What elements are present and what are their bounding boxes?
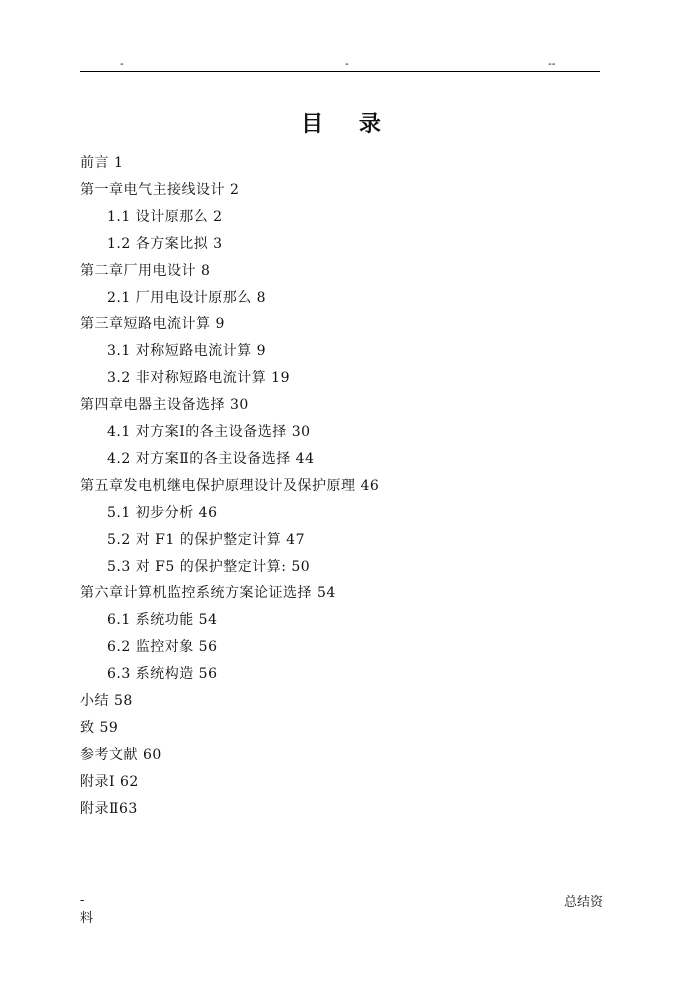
toc-entry-chapter: 附录Ⅱ63	[80, 800, 138, 817]
toc-entry-section: 5.3 对 F5 的保护整定计算: 50	[107, 558, 311, 575]
toc-entry-chapter: 致 59	[80, 719, 119, 736]
toc-entry-chapter: 第二章厂用电设计 8	[80, 262, 211, 279]
toc-entry-section: 6.3 系统构造 56	[107, 666, 218, 683]
footer-right-text: 总结资	[564, 895, 604, 910]
toc-entry-chapter: 前言 1	[80, 155, 124, 171]
toc-title: 目 录	[301, 111, 395, 137]
toc-entry-chapter: 小结 58	[80, 693, 133, 709]
toc-entry-section: 4.2 对方案Ⅱ的各主设备选择 44	[107, 450, 315, 467]
toc-entry-section: 3.1 对称短路电流计算 9	[107, 343, 267, 360]
header-rule	[80, 71, 600, 72]
toc-entry-section: 3.2 非对称短路电流计算 19	[107, 370, 290, 387]
footer-left-text: 料	[80, 911, 94, 926]
header-mark-right: --	[548, 57, 556, 70]
toc-entry-section: 6.2 监控对象 56	[107, 639, 218, 656]
toc-entry-section: 1.2 各方案比拟 3	[107, 235, 223, 252]
toc-entry-section: 5.2 对 F1 的保护整定计算 47	[107, 531, 306, 548]
toc-entry-chapter: 参考文献 60	[80, 746, 162, 763]
footer-left-mark: -	[80, 893, 85, 908]
toc-entry-chapter: 第五章发电机继电保护原理设计及保护原理 46	[80, 477, 380, 494]
toc-entry-section: 2.1 厂用电设计原那么 8	[107, 289, 267, 306]
toc-entry-section: 5.1 初步分析 46	[107, 504, 218, 521]
toc-entry-section: 1.1 设计原那么 2	[107, 208, 223, 225]
toc-entry-chapter: 第三章短路电流计算 9	[80, 316, 225, 333]
toc-entry-section: 6.1 系统功能 54	[107, 612, 218, 629]
toc-entry-chapter: 第六章计算机监控系统方案论证选择 54	[80, 585, 336, 602]
toc-entry-chapter: 附录Ⅰ 62	[80, 773, 139, 790]
toc-entry-section: 4.1 对方案Ⅰ的各主设备选择 30	[107, 424, 311, 440]
header-mark-left: -	[120, 57, 124, 70]
toc-entry-chapter: 第一章电气主接线设计 2	[80, 181, 240, 198]
toc-entry-chapter: 第四章电器主设备选择 30	[80, 397, 249, 414]
header-mark-center: -	[345, 57, 349, 70]
